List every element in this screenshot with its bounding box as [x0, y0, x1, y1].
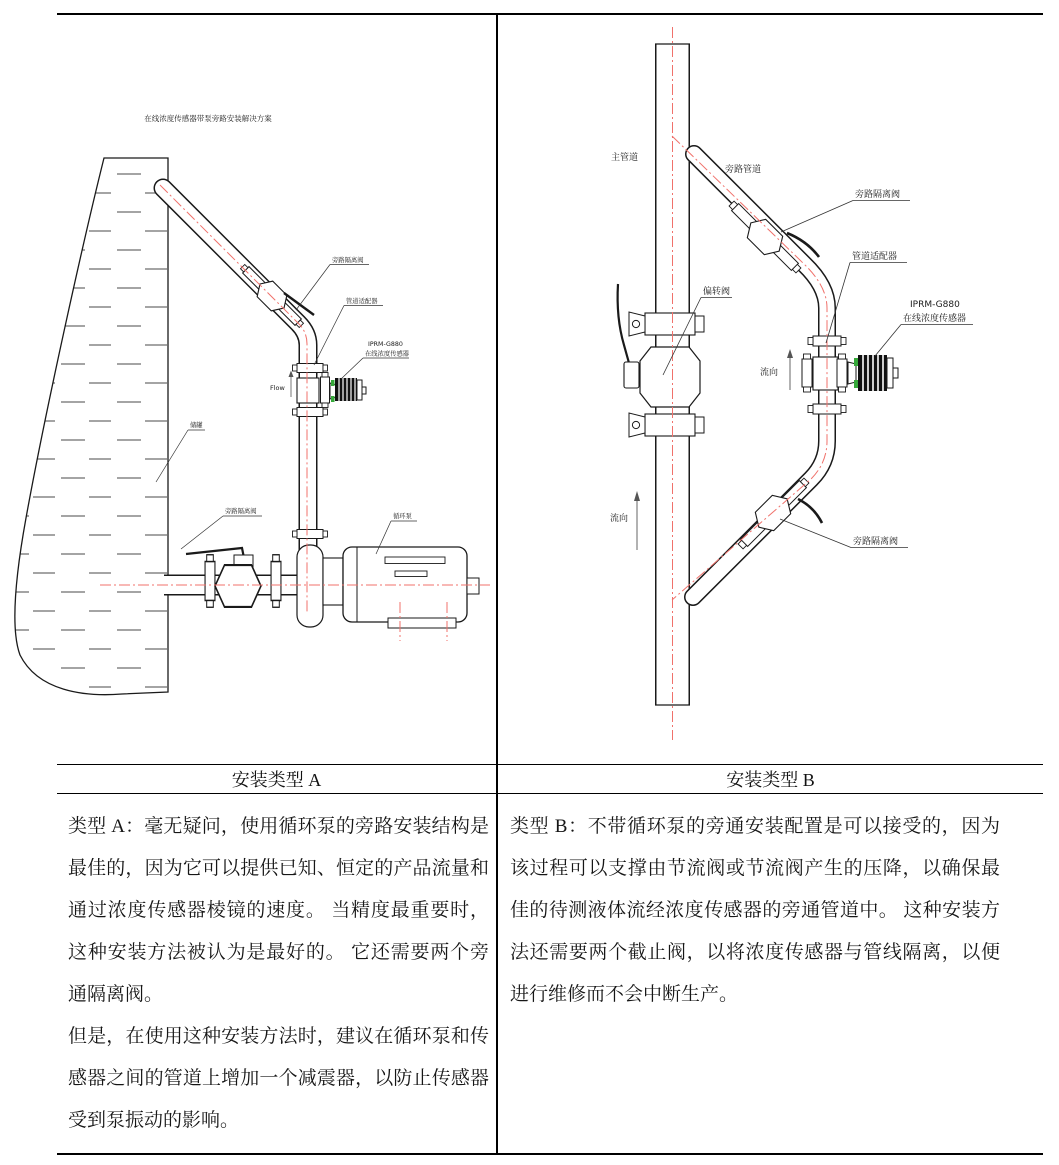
leader-line	[341, 358, 363, 379]
leader-line	[181, 516, 223, 549]
sensor-green-mark	[331, 396, 335, 402]
label-flow-main: 流向	[610, 514, 629, 524]
header-type-b: 安装类型 B	[726, 769, 815, 790]
sensor-green-mark	[854, 380, 858, 388]
label-tank: 储罐	[190, 422, 203, 429]
label-sensor-name: 在线浓度传感器	[903, 314, 967, 324]
bypass-pipe	[163, 188, 308, 561]
label-sensor-model: IPRM-G880	[910, 300, 960, 310]
clamp-fitting	[293, 530, 328, 539]
label-bypass-valve-bottom: 旁路隔离阀	[225, 508, 257, 515]
valve-handle	[618, 284, 629, 363]
label-sensor-name: 在线浓度传感器	[365, 350, 410, 358]
paragraph: 类型 B：不带循环泵的旁通安装配置是可以接受的，因为该过程可以支撑由节流阀或节流阀产生的压降，以确保最佳的待测液体流经浓度传感器的旁通管道中。 这种安装方法还需要两个截止阀，以将浓度传感器与管线隔离，以便进行维修而不会中断生产。	[510, 816, 1000, 1005]
leader-line	[314, 306, 344, 366]
pipe-adapter-clamp	[293, 364, 328, 373]
label-pipe-adapter: 管道适配器	[852, 252, 898, 262]
flow-arrow	[289, 371, 294, 398]
leader-line	[780, 519, 851, 548]
sensor-ribbed-body	[335, 378, 357, 401]
label-pump: 循环泵	[393, 513, 412, 520]
description-type-a	[68, 806, 489, 1142]
paragraph: 但是，在使用这种安装方法时，建议在循环泵和传感器之间的管道上增加一个减震器，以防止传感器受到泵振动的影响。	[68, 1026, 489, 1131]
leader-line	[781, 201, 853, 233]
sensor-green-mark	[854, 358, 858, 366]
label-bypass-valve-top: 旁路隔离阀	[855, 190, 901, 200]
concentration-sensor-assembly	[802, 354, 898, 414]
label-flow-sensor: 流向	[760, 368, 779, 378]
concentration-sensor-assembly	[293, 373, 367, 417]
table-border-bottom	[57, 1153, 1043, 1155]
label-diverter-valve: 偏转阀	[703, 287, 731, 297]
pipe-junction-fitting	[297, 545, 323, 627]
sensor-green-mark	[331, 380, 335, 386]
leader-line	[296, 265, 330, 311]
label-flow: Flow	[270, 384, 285, 392]
leader-line	[875, 325, 901, 357]
header-type-a: 安装类型 A	[231, 769, 322, 790]
label-main-pipe: 主管道	[611, 153, 639, 163]
circulation-pump	[323, 547, 479, 628]
label-sensor-model: IPRM-G880	[368, 341, 403, 348]
description-type-b	[510, 806, 1000, 1016]
diagram-a-title: 在线浓度传感器带泵旁路安装解决方案	[144, 114, 272, 123]
diagram-installation-type-a	[0, 13, 497, 765]
diagram-installation-type-b	[497, 13, 1059, 765]
flow-arrow-sensor	[787, 349, 793, 390]
label-bypass-valve-top: 旁路隔离阀	[332, 257, 364, 264]
label-bypass-pipe: 旁路管道	[725, 165, 762, 175]
label-pipe-adapter: 管道适配器	[346, 298, 378, 305]
valve-handle	[798, 499, 822, 523]
flow-arrow-main	[634, 491, 640, 550]
label-bypass-valve-bottom: 旁路隔离阀	[853, 537, 899, 547]
storage-tank	[15, 158, 168, 695]
paragraph: 类型 A：毫无疑问，使用循环泵的旁路安装结构是最佳的，因为它可以提供已知、恒定的产品流量和通过浓度传感器棱镜的速度。 当精度最重要时，这种安装方法被认为是最好的。 它还需要两个旁通隔离阀。	[68, 816, 489, 1005]
